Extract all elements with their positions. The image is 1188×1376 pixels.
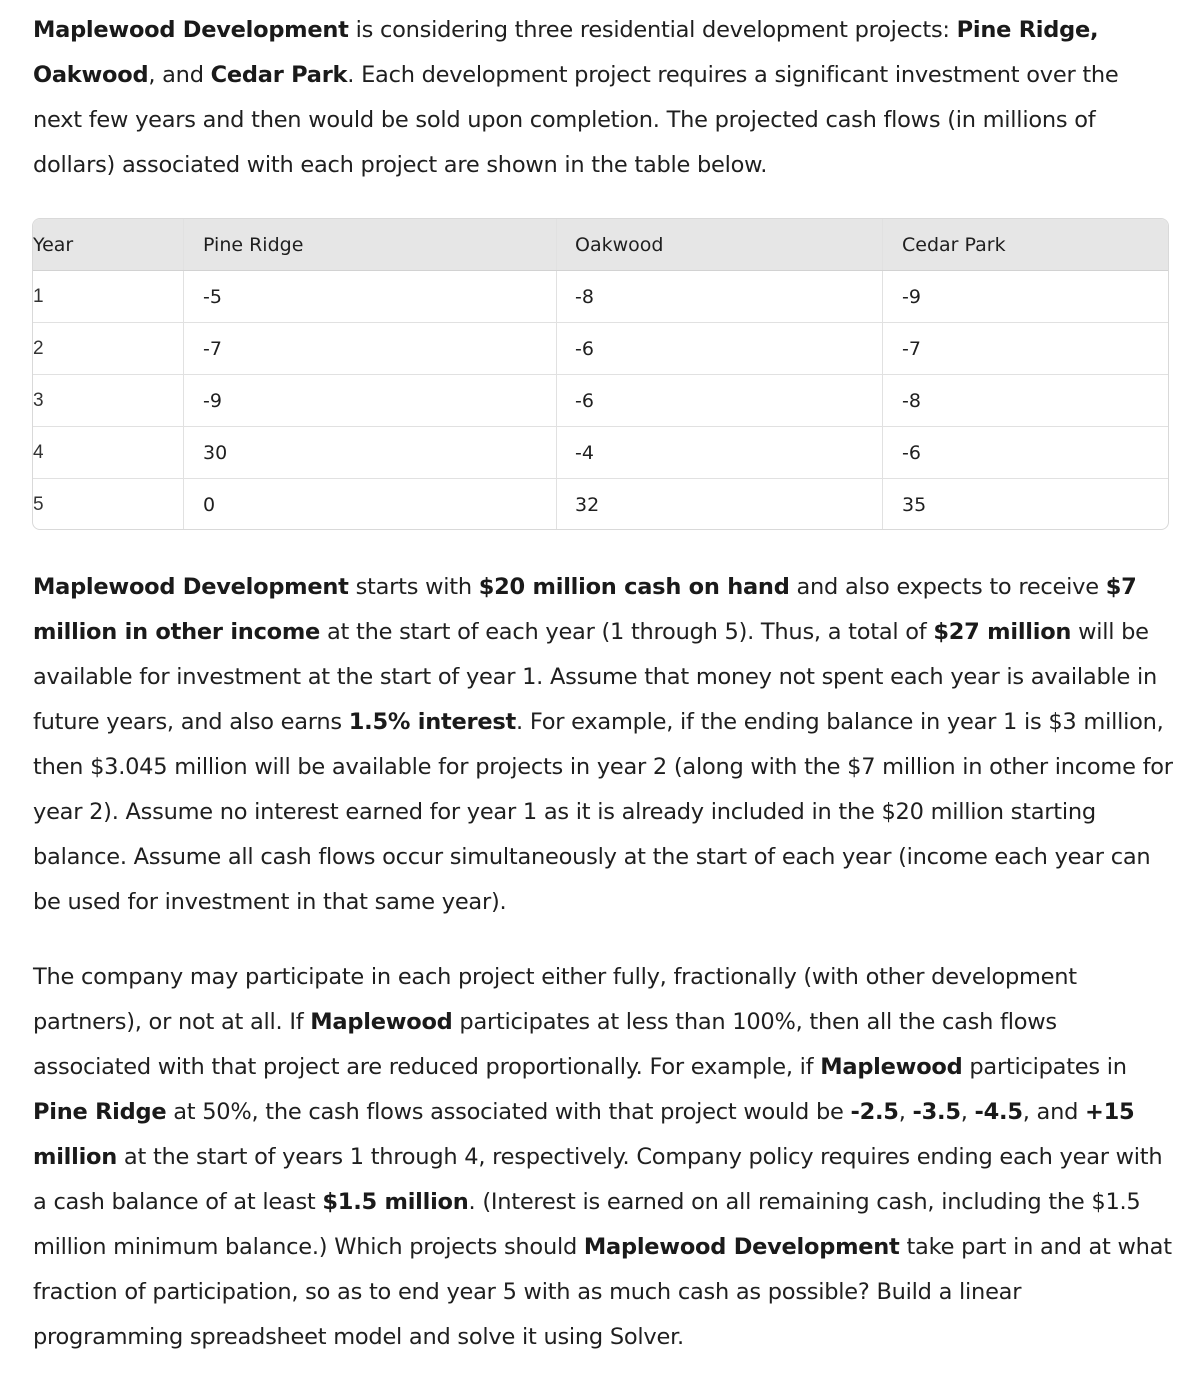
table-row — [33, 271, 1168, 323]
cell-cedar-park: -6 — [883, 427, 1169, 479]
table-header-row — [33, 219, 1168, 271]
project-cedar-park: Cedar Park — [210, 62, 348, 88]
company-short-name: Maplewood — [310, 1009, 453, 1035]
example-value: -4.5 — [974, 1099, 1023, 1125]
project-pine-ridge: Pine Ridge, — [956, 17, 1099, 43]
cell-pine-ridge: 30 — [184, 427, 557, 479]
cell-oakwood: -6 — [557, 323, 883, 375]
cash-flow-table — [32, 218, 1169, 530]
para-text: . For example, if the ending balance in year 1 is $3 million, then $3.045 million will be available for projects in year 2 (along with the $7 million in other income for year 2). Assume no interest earned for year 1 as it is already included in the $20 million starting balance. Assume all cash flows occur simultaneously at the start of each year (income each year can be used for investment in that same year). — [33, 709, 1173, 915]
para-text: . (Interest is earned on all remaining cash, including the $1.5 million minimum balance.) Which projects should — [33, 1189, 1141, 1260]
participation-paragraph — [33, 955, 1173, 1360]
project-oakwood: Oakwood — [33, 62, 149, 88]
para-text: , — [898, 1099, 913, 1125]
total-available: $27 million — [933, 619, 1072, 645]
para-text: , and — [1022, 1099, 1086, 1125]
company-name: Maplewood Development — [583, 1234, 900, 1260]
cell-pine-ridge: -5 — [184, 271, 557, 323]
example-value: -3.5 — [912, 1099, 961, 1125]
company-short-name: Maplewood — [820, 1054, 963, 1080]
cell-oakwood: -8 — [557, 271, 883, 323]
cell-oakwood: 32 — [557, 479, 883, 531]
para-text: starts with — [348, 574, 479, 600]
para-text: at 50%, the cash flows associated with that project would be — [166, 1099, 851, 1125]
header-oakwood: Oakwood — [557, 219, 883, 271]
cell-oakwood: -4 — [557, 427, 883, 479]
company-name: Maplewood Development — [33, 17, 349, 43]
table-row — [33, 323, 1168, 375]
cell-cedar-park: -8 — [883, 375, 1169, 427]
para-text: participates in — [962, 1054, 1127, 1080]
cell-oakwood: -6 — [557, 375, 883, 427]
para-text: participates at less than 100%, then all the cash flows associated with that project are reduced proportionally. For example, if — [33, 1009, 1057, 1080]
company-name: Maplewood Development — [33, 574, 349, 600]
para-text: at the start of each year (1 through 5). Thus, a total of — [320, 619, 934, 645]
intro-text: is considering three residential development projects: — [348, 17, 957, 43]
header-cedar-park: Cedar Park — [883, 219, 1169, 271]
para-text: at the start of years 1 through 4, respectively. Company policy requires ending each year with a cash balance of at least — [33, 1144, 1163, 1215]
cell-year: 4 — [33, 427, 184, 479]
header-year: Year — [33, 219, 184, 271]
funding-paragraph — [33, 565, 1173, 925]
intro-text: . Each development project requires a significant investment over the next few years and then would be sold upon completion. The projected cash flows (in millions of dollars) associated with each project are shown in the table below. — [33, 62, 1119, 178]
para-text: will be available for investment at the start of year 1. Assume that money not spent each year is available in future years, and also earns — [33, 619, 1158, 735]
table-row — [33, 427, 1168, 479]
cell-pine-ridge: -7 — [184, 323, 557, 375]
cell-cedar-park: -9 — [883, 271, 1169, 323]
cell-pine-ridge: 0 — [184, 479, 557, 531]
interest-rate: 1.5% interest — [348, 709, 517, 735]
cell-year: 5 — [33, 479, 184, 531]
cell-pine-ridge: -9 — [184, 375, 557, 427]
table-row — [33, 375, 1168, 427]
starting-cash: $20 million cash on hand — [478, 574, 790, 600]
header-pine-ridge: Pine Ridge — [184, 219, 557, 271]
minimum-balance: $1.5 million — [322, 1189, 469, 1215]
other-income: $7 million in other income — [33, 574, 1137, 645]
intro-paragraph — [33, 8, 1173, 188]
cell-cedar-park: 35 — [883, 479, 1169, 531]
cell-year: 1 — [33, 285, 44, 307]
example-value: +15 million — [33, 1099, 1135, 1170]
para-text: take part in and at what fraction of participation, so as to end year 5 with as much cash as possible? Build a linear programming spreadsheet model and solve it using Solver. — [33, 1234, 1172, 1350]
para-text: The company may participate in each project either fully, fractionally (with other development partners), or not at all. If — [33, 964, 1077, 1035]
cell-cedar-park: -7 — [883, 323, 1169, 375]
cell-year: 2 — [33, 323, 184, 375]
para-text: and also expects to receive — [789, 574, 1106, 600]
cell-year: 3 — [33, 375, 184, 427]
table-row — [33, 479, 1168, 531]
intro-text: , and — [148, 62, 211, 88]
project-pine-ridge: Pine Ridge — [33, 1099, 167, 1125]
para-text: , — [960, 1099, 975, 1125]
example-value: -2.5 — [850, 1099, 899, 1125]
